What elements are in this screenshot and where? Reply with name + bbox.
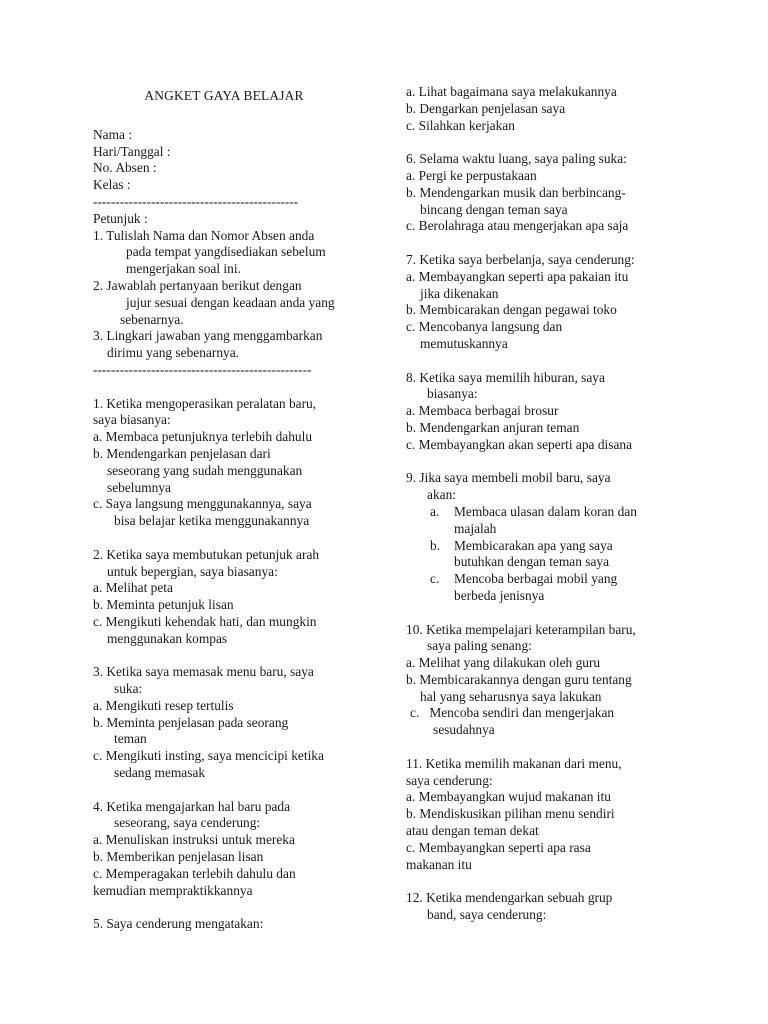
option-c[interactable]: c. Membayangkan seperti apa rasa — [406, 839, 591, 855]
option-c[interactable]: c. Mengikuti kehendak hati, dan mungkin — [93, 613, 317, 629]
option-a[interactable]: a. Melihat yang dilakukan oleh guru — [406, 655, 601, 671]
instruction-line: 1. Tulislah Nama dan Nomor Absen anda — [93, 227, 315, 243]
divider: ------------------------------------------------- — [93, 361, 312, 377]
question-text: saya biasanya: — [93, 412, 171, 428]
option-b[interactable]: b. Meminta penjelasan pada seorang — [93, 714, 289, 730]
option-c-label: c. — [430, 571, 440, 587]
option-c-cont: berbeda jenisnya — [454, 587, 545, 603]
option-c[interactable] — [406, 571, 696, 588]
option-a[interactable] — [406, 504, 696, 521]
option-c-cont: sesudahnya — [433, 722, 495, 738]
option-a[interactable]: a. Membayangkan seperti apa pakaian itu — [406, 268, 629, 284]
option-b[interactable]: b. Dengarkan penjelasan saya — [406, 100, 566, 116]
option-b[interactable]: b. Meminta petunjuk lisan — [93, 597, 234, 613]
question-1 — [93, 396, 365, 530]
option-c[interactable]: c. Saya langsung menggunakannya, saya — [93, 496, 312, 512]
option-c-cont: makanan itu — [406, 856, 472, 872]
question-text: 11. Ketika memilih makanan dari menu, — [406, 755, 622, 771]
option-b-cont: butuhkan dengan teman saya — [454, 554, 610, 570]
instruction-line: pada tempat yangdisediakan sebelum — [126, 244, 326, 260]
question-text: akan: — [427, 487, 456, 503]
option-c[interactable]: c. Membayangkan akan seperti apa disana — [406, 436, 633, 452]
option-b-cont: sebelumnya — [107, 479, 171, 495]
option-a[interactable]: a. Membaca petunjuknya terlebih dahulu — [93, 429, 313, 445]
instruction-line: mengerjakan soal ini. — [126, 261, 241, 277]
question-text: 9. Jika saya membeli mobil baru, saya — [406, 470, 611, 486]
question-text: 3. Ketika saya memasak menu baru, saya — [93, 664, 314, 680]
instructions-heading: Petunjuk : — [93, 210, 148, 226]
option-c[interactable]: c. Silahkan kerjakan — [406, 117, 515, 133]
option-b[interactable]: b. Memberikan penjelasan lisan — [93, 849, 264, 865]
option-a[interactable]: a. Lihat bagaimana saya melakukannya — [406, 84, 617, 99]
left-column — [93, 84, 365, 933]
option-a[interactable]: a. Mengikuti resep tertulis — [93, 697, 234, 713]
question-9 — [406, 470, 696, 604]
question-text: 12. Ketika mendengarkan sebuah grup — [406, 890, 613, 906]
option-b[interactable] — [406, 538, 696, 555]
question-5-options — [406, 84, 696, 134]
question-3 — [93, 664, 365, 782]
option-b[interactable]: b. Mendengarkan anjuran teman — [406, 419, 580, 435]
option-c[interactable]: c. Mengikuti insting, saya mencicipi ketika — [93, 748, 324, 764]
question-8 — [406, 370, 696, 454]
question-text: biasanya: — [427, 386, 478, 402]
question-text: 10. Ketika mempelajari keterampilan baru, — [406, 621, 636, 637]
option-b-cont: teman — [114, 731, 147, 747]
instruction-line: 3. Lingkari jawaban yang menggambarkan — [93, 328, 323, 344]
option-a-text: Membaca ulasan dalam koran dan — [454, 503, 637, 519]
right-column — [406, 84, 696, 924]
field-absen: No. Absen : — [93, 160, 157, 176]
question-text: 4. Ketika mengajarkan hal baru pada — [93, 798, 291, 814]
question-12 — [406, 890, 696, 924]
option-b[interactable]: b. Mendengarkan penjelasan dari — [93, 445, 271, 461]
option-a-cont: majalah — [454, 520, 497, 536]
question-6 — [406, 151, 696, 235]
option-b-cont: hal yang seharusnya saya lakukan — [420, 688, 602, 704]
option-c[interactable]: c. Mencoba sendiri dan mengerjakan — [410, 705, 615, 721]
option-a[interactable]: a. Menuliskan instruksi untuk mereka — [93, 832, 295, 848]
option-a[interactable]: a. Membayangkan wujud makanan itu — [406, 789, 611, 805]
question-text: band, saya cenderung: — [427, 907, 547, 923]
question-text: saya paling senang: — [427, 638, 532, 654]
option-c-cont: sedang memasak — [114, 765, 206, 781]
option-b[interactable]: b. Mendengarkan musik dan berbincang- — [406, 184, 626, 200]
question-10 — [406, 622, 696, 740]
option-b-cont: seseorang yang sudah menggunakan — [107, 462, 303, 478]
option-b-label: b. — [430, 537, 441, 553]
question-11 — [406, 756, 696, 874]
page-title: ANGKET GAYA BELAJAR — [144, 88, 304, 103]
question-text: 1. Ketika mengoperasikan peralatan baru, — [93, 395, 317, 411]
option-c[interactable]: c. Mencobanya langsung dan — [406, 319, 563, 335]
question-4 — [93, 799, 365, 900]
instruction-line: 2. Jawablah pertanyaan berikut dengan — [93, 277, 302, 293]
option-b-cont: atau dengan teman dekat — [406, 823, 539, 839]
field-nama: Nama : — [93, 126, 133, 142]
question-text: suka: — [114, 681, 143, 697]
field-tanggal: Hari/Tanggal : — [93, 143, 171, 159]
field-kelas: Kelas : — [93, 177, 131, 193]
question-5-text: 5. Saya cenderung mengatakan: — [93, 916, 264, 932]
question-text: 2. Ketika saya membutukan petunjuk arah — [93, 546, 320, 562]
question-2 — [93, 547, 365, 648]
option-b[interactable]: b. Membicarakan dengan pegawai toko — [406, 302, 617, 318]
question-text: saya cenderung: — [406, 772, 493, 788]
option-a[interactable]: a. Pergi ke perpustakaan — [406, 167, 537, 183]
option-c[interactable]: c. Berolahraga atau mengerjakan apa saja — [406, 218, 629, 234]
option-a-label: a. — [430, 503, 440, 519]
instruction-line: sebenarnya. — [120, 311, 184, 327]
question-text: untuk bepergian, saya biasanya: — [107, 563, 278, 579]
option-c-cont: menggunakan kompas — [107, 630, 228, 646]
option-a[interactable]: a. Membaca berbagai brosur — [406, 403, 559, 419]
question-text: 8. Ketika saya memilih hiburan, saya — [406, 369, 605, 385]
option-a[interactable]: a. Melihat peta — [93, 580, 173, 596]
option-b[interactable]: b. Membicarakannya dengan guru tentang — [406, 671, 632, 687]
question-text: 7. Ketika saya berbelanja, saya cenderung: — [406, 251, 635, 267]
instruction-line: dirimu yang sebenarnya. — [107, 345, 240, 361]
question-text: 6. Selama waktu luang, saya paling suka: — [406, 151, 627, 167]
option-c-cont: memutuskannya — [420, 335, 508, 351]
option-b[interactable]: b. Mendiskusikan pilihan menu sendiri — [406, 806, 615, 822]
question-text: seseorang, saya cenderung: — [114, 815, 261, 831]
divider: ---------------------------------------------- — [93, 193, 299, 209]
option-c-cont: kemudian mempraktikkannya — [93, 882, 253, 898]
option-b-text: Membicarakan apa yang saya — [454, 537, 613, 553]
instruction-line: jujur sesuai dengan keadaan anda yang — [126, 294, 335, 310]
option-b-cont: bincang dengan teman saya — [420, 201, 568, 217]
question-7 — [406, 252, 696, 353]
option-c-cont: bisa belajar ketika menggunakannya — [114, 513, 310, 529]
option-c-text: Mencoba berbagai mobil yang — [454, 571, 618, 587]
option-a-cont: jika dikenakan — [420, 285, 499, 301]
option-c[interactable]: c. Memperagakan terlebih dahulu dan — [93, 865, 296, 881]
